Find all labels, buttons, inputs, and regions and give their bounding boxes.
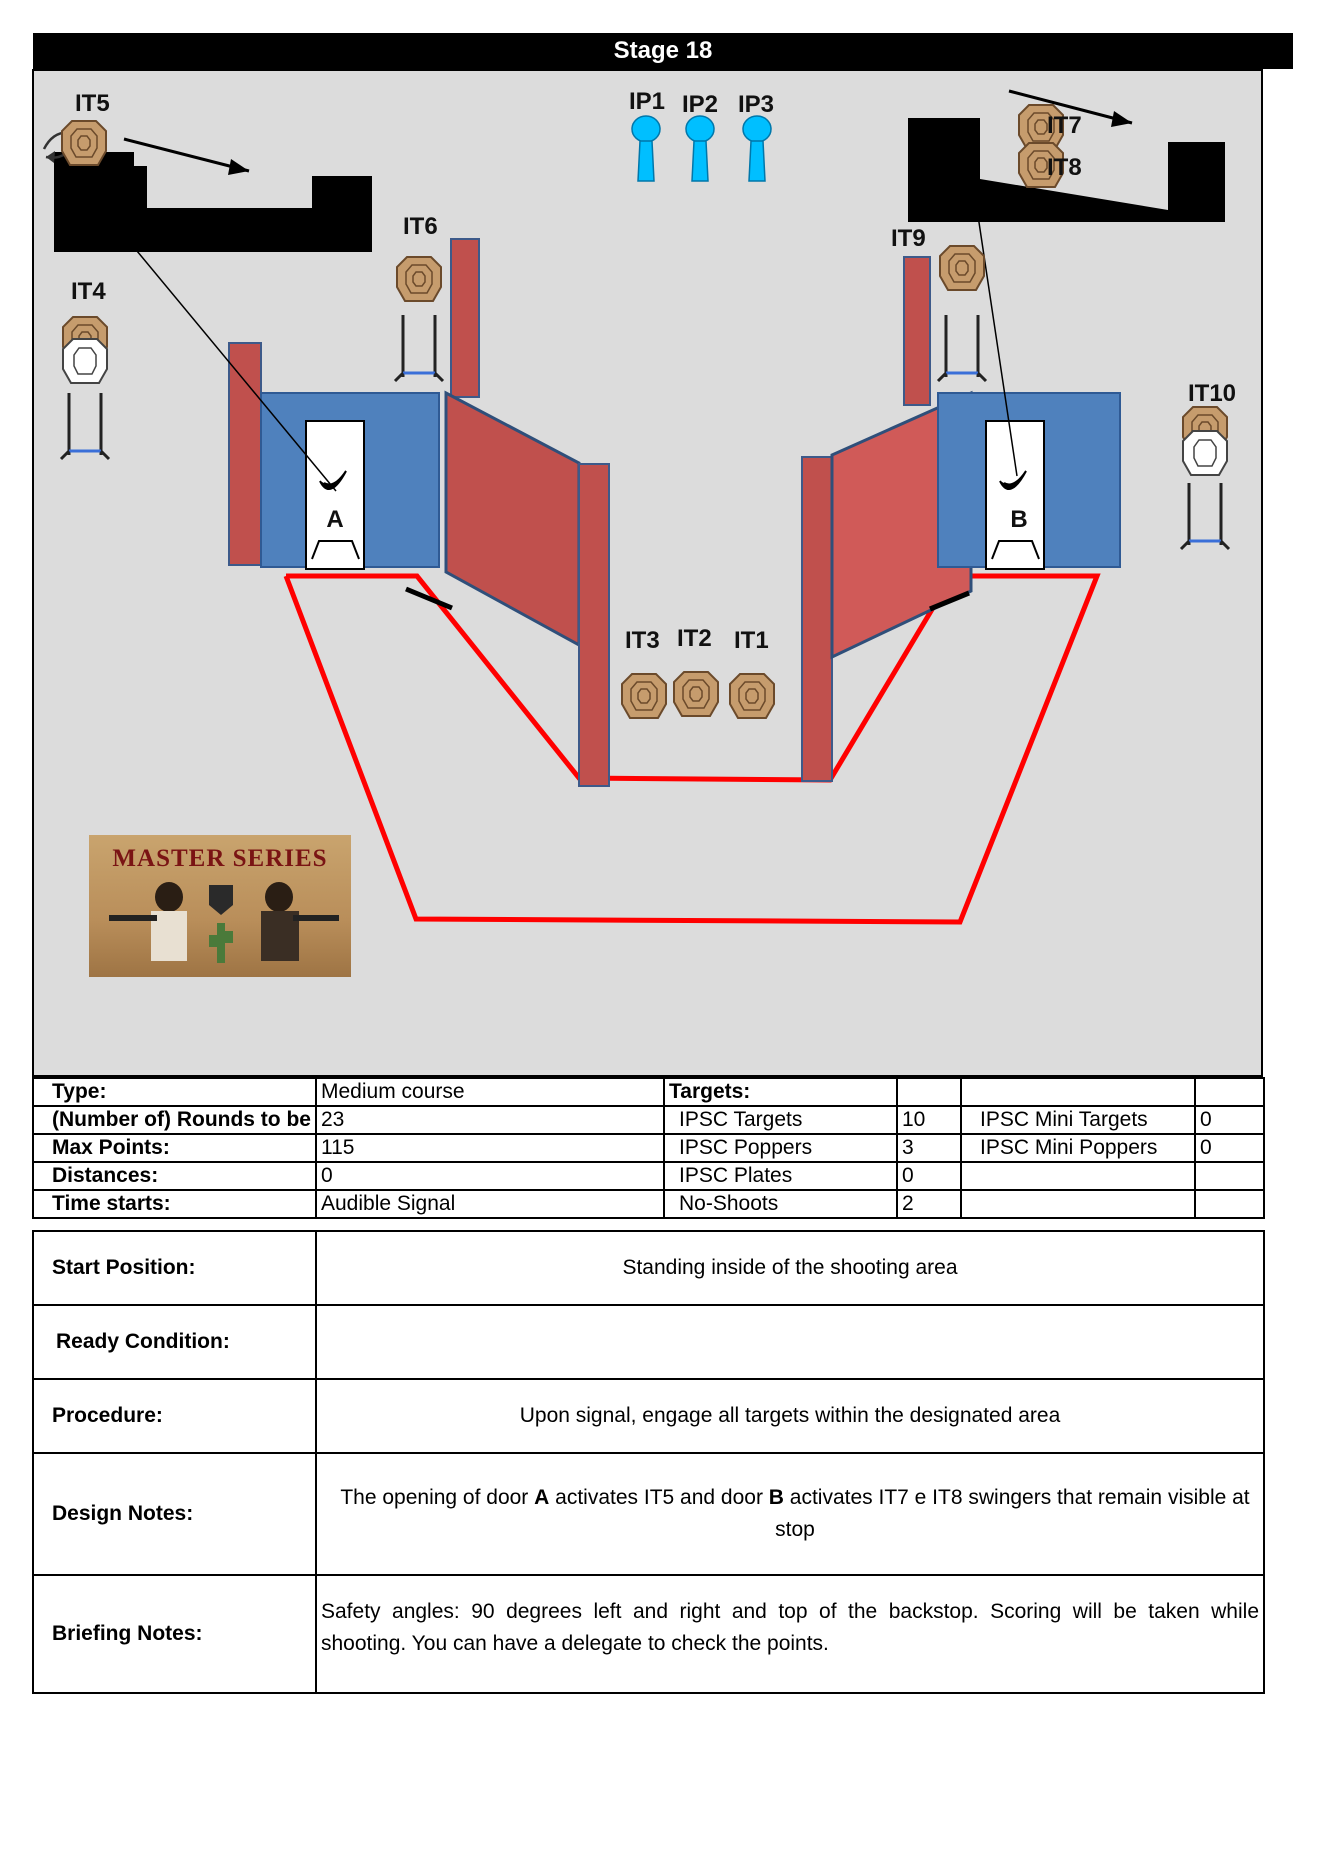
target-type-name: IPSC Poppers [664,1134,897,1162]
left-outer-wall [229,343,261,565]
label-ip1: IP1 [629,88,666,115]
table-row [33,1379,1264,1453]
stand-it10 [1181,483,1229,549]
target-type-count: 3 [897,1134,961,1162]
target-it5 [62,121,106,165]
left-swinger-platform [54,152,372,252]
target-it9 [940,246,984,290]
mini-target-name: IPSC Mini Poppers [961,1134,1195,1162]
right-center-wall [802,457,832,781]
label-it4: IT4 [71,278,106,305]
door-a-label: A [326,506,344,533]
distances-value: 0 [316,1162,664,1190]
right-tall-wall [904,257,930,405]
door-a [306,421,364,569]
logo-title: MASTER SERIES [112,845,328,872]
table-row [33,1231,1264,1305]
target-it1 [730,674,774,718]
popper-ip1 [632,116,660,181]
ready-condition-value [316,1305,1264,1379]
label-ip3: IP3 [738,91,775,118]
target-type-name: IPSC Plates [664,1162,897,1190]
rounds-label: (Number of) Rounds to be [33,1106,316,1134]
table-row [33,1453,1264,1575]
door-b [986,421,1044,569]
door-b-label: B [1010,506,1028,533]
left-tall-wall [451,239,479,397]
label-it3: IT3 [625,627,660,654]
stage-details-table [32,1230,1265,1694]
table-row [33,1106,1264,1134]
popper-ip3 [743,116,771,181]
target-it2 [674,672,718,716]
stand-it6 [395,315,443,381]
table-row [33,1162,1264,1190]
timestarts-label: Time starts: [33,1190,316,1218]
design-notes-door-b: B [768,1486,784,1509]
design-notes-text: activates IT5 and door [549,1486,769,1509]
distances-label: Distances: [33,1162,316,1190]
target-type-count: 0 [897,1162,961,1190]
type-label: Type: [33,1078,316,1106]
label-it2: IT2 [677,625,712,652]
start-position-label: Start Position: [33,1231,316,1305]
rounds-value: 23 [316,1106,664,1134]
stage-info-table [32,1077,1265,1219]
table-row [33,1078,1264,1106]
maxpoints-label: Max Points: [33,1134,316,1162]
label-it5: IT5 [75,90,110,117]
table-row [33,1134,1264,1162]
ready-condition-label: Ready Condition: [33,1305,316,1379]
noshoot-it4 [63,339,107,383]
label-ip2: IP2 [682,91,719,118]
popper-ip2 [686,116,714,181]
briefing-notes-value: Safety angles: 90 degrees left and right and top of the backstop. Scoring will be taken while shooting. You can have a delegate to check the points. [316,1575,1264,1693]
master-series-logo [89,835,351,977]
briefing-notes-label: Briefing Notes: [33,1575,316,1693]
design-notes-value [316,1453,1264,1575]
target-type-name: No-Shoots [664,1190,897,1218]
procedure-value: Upon signal, engage all targets within the designated area [316,1379,1264,1453]
table-row [33,1305,1264,1379]
stage-title: Stage 18 [33,33,1293,69]
logo-artwork [89,835,351,977]
target-it6 [397,257,441,301]
left-center-wall [579,464,609,786]
left-angled-wall [446,393,579,645]
label-it1: IT1 [734,627,769,654]
target-type-name: IPSC Targets [664,1106,897,1134]
type-value: Medium course [316,1078,664,1106]
target-type-count: 2 [897,1190,961,1218]
target-it3 [622,674,666,718]
stand-it4 [61,393,109,459]
label-it10: IT10 [1188,380,1237,407]
targets-label: Targets: [664,1078,897,1106]
noshoot-it10 [1183,431,1227,475]
table-row [33,1575,1264,1693]
maxpoints-value: 115 [316,1134,664,1162]
stand-it9 [938,315,986,381]
design-notes-label: Design Notes: [33,1453,316,1575]
start-position-value: Standing inside of the shooting area [316,1231,1264,1305]
label-it9: IT9 [891,225,926,252]
label-it6: IT6 [403,213,438,240]
label-it7: IT7 [1047,112,1082,139]
mini-target-count: 0 [1195,1106,1264,1134]
procedure-label: Procedure: [33,1379,316,1453]
design-notes-text: The opening of door [340,1486,535,1509]
label-it8: IT8 [1047,154,1082,181]
mini-target-count: 0 [1195,1134,1264,1162]
timestarts-value: Audible Signal [316,1190,664,1218]
mini-target-name: IPSC Mini Targets [961,1106,1195,1134]
design-notes-door-a: A [534,1486,550,1509]
table-row [33,1190,1264,1218]
target-type-count: 10 [897,1106,961,1134]
design-notes-text: activates IT7 e IT8 swingers that remain visible at stop [775,1486,1250,1541]
